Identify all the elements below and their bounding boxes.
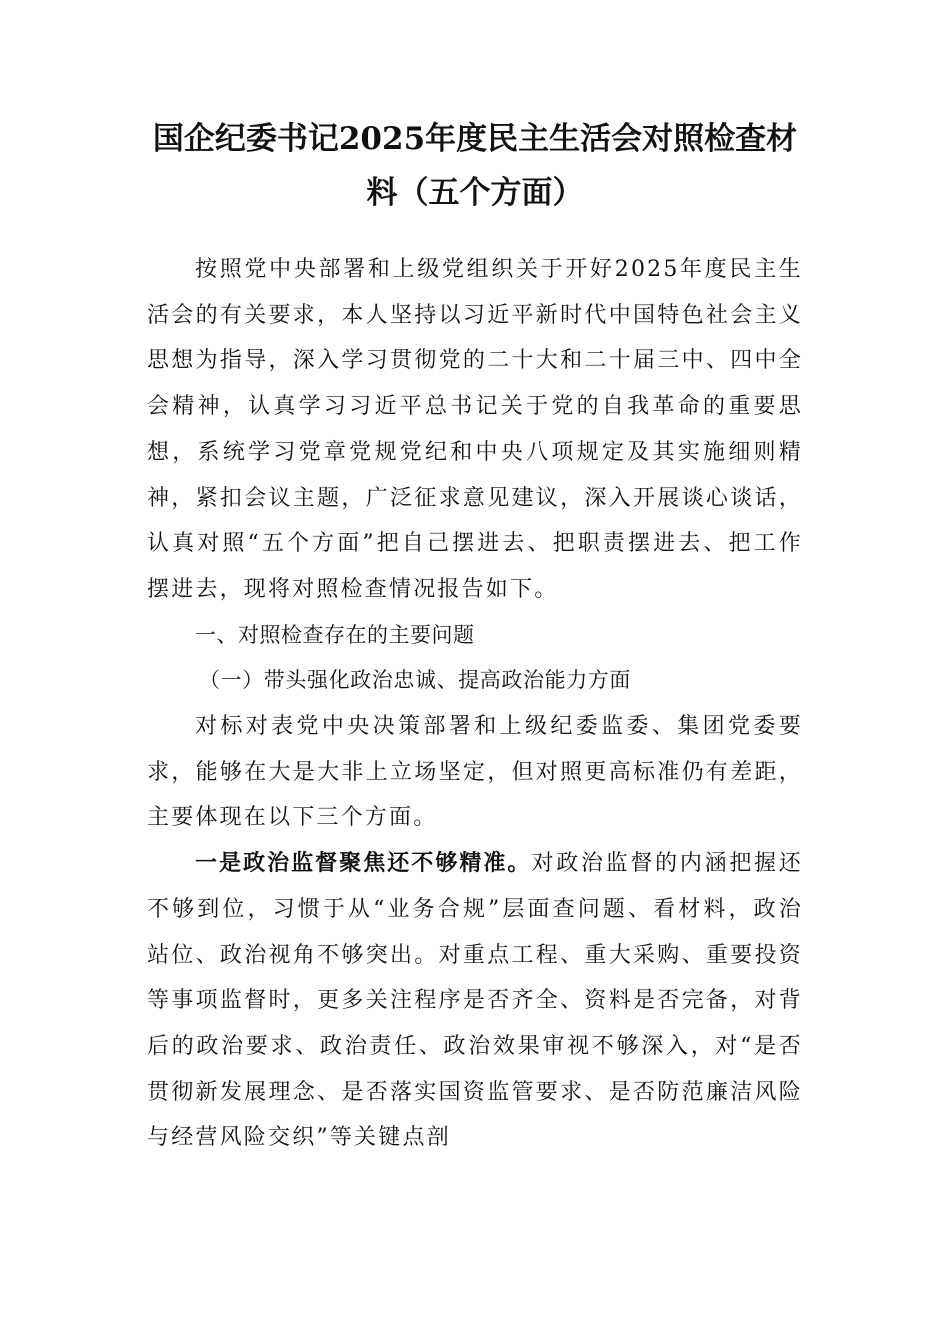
document-title: 国企纪委书记2025年度民主生活会对照检查材料（五个方面） xyxy=(152,121,798,211)
subsection-paragraph: 对标对表党中央决策部署和上级纪委监委、集团党委要求，能够在大是大非上立场坚定，但对照更高标准仍有差距，主要体现在以下三个方面。 xyxy=(147,714,803,831)
section-heading: 一、对照检查存在的主要问题 xyxy=(195,622,475,647)
subsection-heading: （一）带头强化政治忠诚、提高政治能力方面 xyxy=(199,668,631,693)
document-body xyxy=(147,247,803,1161)
intro-paragraph: 按照党中央部署和上级党组织关于开好2025年度民主生活会的有关要求，本人坚持以习近平新时代中国特色社会主义思想为指导，深入学习贯彻党的二十大和二十届三中、四中全会精神，认真学习习近平总书记关于党的自我革命的重要思想，系统学习党章党规党纪和中央八项规定及其实施细则精神，紧扣会议主题，广泛征求意见建议，深入开展谈心谈话，认真对照“五个方面”把自己摆进去、把职责摆进去、把工作摆进去，现将对照检查情况报告如下。 xyxy=(147,257,803,602)
point-text: 对政治监督的内涵把握还不够到位，习惯于从“业务合规”层面查问题、看材料，政治站位、政治视角不够突出。对重点工程、重大采购、重要投资等事项监督时，更多关注程序是否齐全、资料是否完备，对背后的政治要求、政治责任、政治效果审视不够深入，对“是否贯彻新发展理念、是否落实国资监管要求、是否防范廉洁风险与经营风险交织”等关键点剖 xyxy=(147,851,803,1151)
point-paragraph xyxy=(147,841,803,1161)
point-lead: 一是政治监督聚焦还不够精准。 xyxy=(195,850,532,877)
